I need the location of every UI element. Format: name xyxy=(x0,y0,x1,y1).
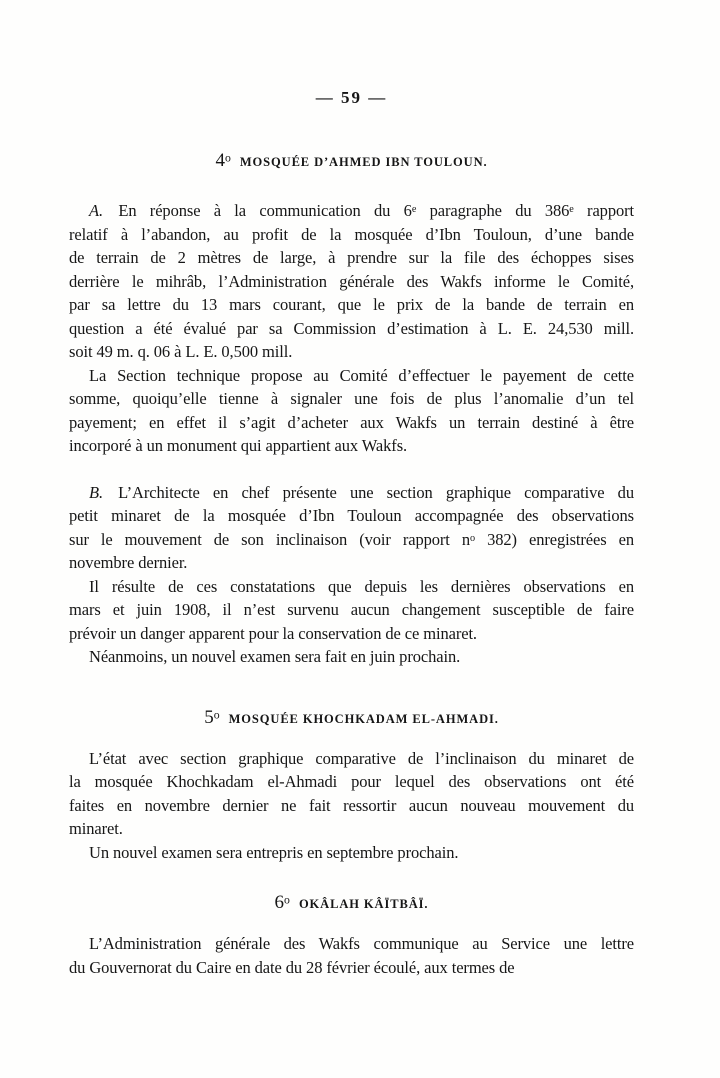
text-line: mars et juin 1908, il n’est survenu aucun changement susceptible de faire xyxy=(69,600,634,619)
paragraph xyxy=(69,199,634,364)
paragraph xyxy=(69,841,634,865)
text-line: soit 49 m. q. 06 à L. E. 0,500 mill. xyxy=(69,342,293,361)
text-line: A. En réponse à la communication du 6e paragraphe du 386e rapport xyxy=(89,201,634,220)
text-line: du Gouvernorat du Caire en date du 28 février écoulé, aux termes de xyxy=(69,957,515,977)
text-line: la mosquée Khochkadam el-Ahmadi pour lequel des observations ont été xyxy=(69,772,634,791)
heading-title: MOSQUÉE D’AHMED IBN TOULOUN. xyxy=(239,155,488,169)
section-heading xyxy=(69,890,634,915)
text-line: minaret. xyxy=(69,819,123,838)
section-mosquee-ahmed-ibn-touloun xyxy=(69,148,634,669)
paragraph xyxy=(69,364,634,458)
text-line: faites en novembre dernier ne fait ressortir aucun nouveau mouvement du xyxy=(69,795,634,815)
heading-number: 6$^o$ xyxy=(274,892,290,913)
page-number: — 59 — xyxy=(315,88,388,107)
paragraph xyxy=(69,575,634,646)
paragraph xyxy=(69,932,634,979)
text-line: L’état avec section graphique comparative de l’inclinaison du minaret de xyxy=(89,748,634,768)
text-line: Un nouvel examen sera entrepris en septembre prochain. xyxy=(89,842,459,862)
text-line: somme, quoiqu’elle tienne à signaler une fois de plus l’anomalie d’un tel xyxy=(69,389,634,408)
text-line: payement; en effet il s’agit d’acheter aux Wakfs un terrain destiné à être xyxy=(69,412,634,432)
paragraph xyxy=(69,747,634,841)
text-line: petit minaret de la mosquée d’Ibn Touloun accompagnée des observations xyxy=(69,506,634,525)
paragraph-lead: A. xyxy=(89,201,104,220)
text-line: L’Administration générale des Wakfs communique au Service une lettre xyxy=(89,934,634,953)
heading-number: 5$^o$ xyxy=(204,706,220,728)
text-line: par sa lettre du 13 mars courant, que le prix de la bande de terrain en xyxy=(69,295,634,314)
section-mosquee-khochkadam-el-ahmadi xyxy=(69,705,634,865)
text-line: relatif à l’abandon, au profit de la mosquée d’Ibn Touloun, d’une bande xyxy=(69,224,634,244)
heading-number: 4$^o$ xyxy=(215,150,231,171)
text-line: Il résulte de ces constatations que depuis les dernières observations en xyxy=(89,576,634,596)
text-line: novembre dernier. xyxy=(69,553,188,572)
section-okalah-kaitbai xyxy=(69,890,634,979)
heading-title: OKÂLAH KÂÏTBÂÏ. xyxy=(298,897,429,911)
heading-title: MOSQUÉE KHOCHKADAM EL-AHMADI. xyxy=(228,711,499,726)
text-line: sur le mouvement de son inclinaison (voir rapport $n^o$ 382) enregistrées en xyxy=(69,529,634,549)
paragraph xyxy=(69,481,634,575)
section-heading xyxy=(69,705,634,730)
text-line: prévoir un danger apparent pour la conservation de ce minaret. xyxy=(69,623,477,643)
text-line: B. L’Architecte en chef présente une section graphique comparative du xyxy=(89,482,634,502)
text-line: La Section technique propose au Comité d’effectuer le payement de cette xyxy=(89,365,634,385)
text-line: question a été évalué par sa Commission d’estimation à L. E. 24,530 mill. xyxy=(69,318,634,338)
paragraph-lead: B. xyxy=(89,482,104,502)
text-line: derrière le mihrâb, l’Administration générale des Wakfs informe le Comité, xyxy=(69,271,634,291)
text-line: incorporé à un monument qui appartient aux Wakfs. xyxy=(69,436,408,455)
document-body xyxy=(69,0,634,979)
text-line: de terrain de 2 mètres de large, à prendre sur la file des échoppes sises xyxy=(69,248,634,267)
section-heading xyxy=(69,148,634,173)
paragraph xyxy=(69,645,634,669)
text-line: Néanmoins, un nouvel examen sera fait en juin prochain. xyxy=(89,647,461,666)
